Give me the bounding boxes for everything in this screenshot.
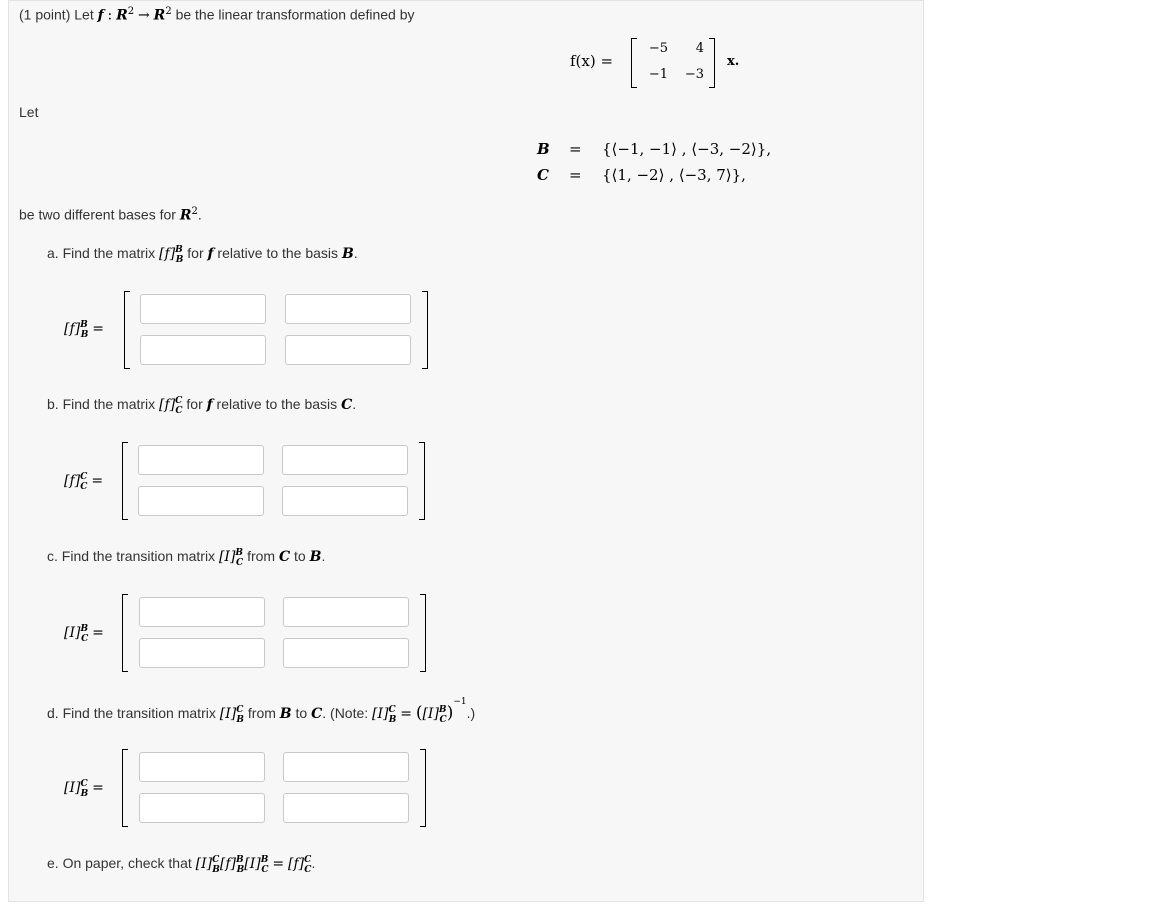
part-d-label-eq: =: [92, 780, 104, 796]
part-b-input-r1c1[interactable]: [138, 445, 264, 475]
intro-domain-exp: 2: [127, 6, 135, 17]
part-c-label-eq: =: [92, 625, 104, 641]
part-d-label-sup: C: [80, 779, 88, 790]
intro-line: [19, 6, 415, 24]
part-e-f1-sub: B: [236, 864, 245, 875]
part-d-from: B: [279, 706, 292, 722]
part-a-input-r2c2[interactable]: [285, 335, 411, 365]
part-a-symbol: [f]: [159, 246, 176, 262]
part-d-input-r1c1[interactable]: [139, 752, 265, 782]
part-a-label-eq: =: [92, 321, 104, 337]
intro-codomain-exp: 2: [165, 6, 172, 17]
part-d-to: C: [311, 706, 323, 722]
intro-rest: be the linear transformation defined by: [175, 6, 415, 23]
part-c-input-r2c1[interactable]: [139, 638, 265, 668]
intro-codomain: R: [153, 7, 166, 24]
part-e-I2-sub: C: [261, 864, 269, 875]
basis-C-name: C: [537, 166, 549, 184]
part-b-basis: C: [341, 397, 353, 413]
part-a-text: a. Find the matrix: [47, 245, 156, 261]
part-d-note-lhs-sub: B: [388, 714, 397, 725]
part-e-f1: [f]: [219, 856, 237, 872]
part-d-note-close: .): [466, 705, 476, 721]
part-c-bracket-left: [122, 594, 128, 672]
intro-domain: R: [116, 7, 128, 24]
definition-a22: −3: [684, 67, 704, 82]
part-a-question: [47, 245, 358, 265]
part-b-label: [64, 472, 103, 492]
part-b-input-r1c2[interactable]: [282, 445, 408, 475]
part-c-label: [64, 624, 104, 644]
part-c-bracket-right: [420, 594, 426, 672]
part-b-f: f: [206, 397, 213, 413]
definition-a12: 4: [695, 41, 704, 56]
part-d-symbol: [I]: [219, 706, 237, 722]
part-c-label-sub: C: [81, 633, 89, 644]
let-label: Let: [19, 104, 39, 120]
part-e-I1: [I]: [195, 856, 213, 872]
part-a-period: .: [353, 245, 358, 261]
part-b-bracket-left: [122, 442, 128, 520]
part-a-input-r1c2[interactable]: [285, 294, 411, 324]
part-d-label-symbol: [I]: [64, 780, 81, 796]
part-c-input-r1c1[interactable]: [139, 597, 265, 627]
part-d-to-text: to: [295, 705, 308, 721]
part-d-note-lhs: [I]: [372, 706, 389, 722]
part-c-label-symbol: [I]: [64, 625, 81, 641]
part-a-input-r2c1[interactable]: [140, 335, 266, 365]
part-d-from-text: from: [247, 705, 276, 721]
part-c-question: [47, 548, 325, 568]
part-d-note-paren-open: (: [415, 703, 423, 723]
part-d-note-paren-close: ): [446, 703, 454, 723]
basis-B-value: {⟨−1, −1⟩ , ⟨−3, −2⟩},: [602, 140, 772, 158]
part-c-label-sup: B: [80, 624, 89, 635]
part-d-label: [64, 779, 104, 799]
part-d-note-exp: −1: [453, 697, 467, 708]
definition-a11: −5: [648, 41, 668, 56]
part-a-label-sup: B: [80, 320, 88, 331]
definition-a21: −1: [648, 67, 668, 82]
part-c-from: C: [278, 549, 291, 565]
part-b-for: for: [186, 396, 203, 412]
part-e-period: .: [311, 855, 316, 871]
part-c-to: B: [309, 549, 322, 565]
part-e-f2-sup: C: [304, 855, 312, 866]
part-d-input-r2c2[interactable]: [283, 793, 409, 823]
intro-f: f: [97, 7, 104, 24]
part-b-sup: C: [175, 396, 183, 407]
part-d-note-eq: =: [400, 706, 412, 722]
part-c-from-text: from: [247, 548, 276, 564]
part-b-input-r2c2[interactable]: [282, 486, 408, 516]
part-c-text: c. Find the transition matrix: [47, 548, 216, 564]
bases-note-R: R: [179, 207, 192, 224]
part-e-I1-sub: B: [212, 864, 220, 875]
intro-colon: :: [107, 7, 113, 24]
basis-C-value: {⟨1, −2⟩ , ⟨−3, 7⟩},: [602, 166, 746, 184]
bases-note: [19, 206, 202, 224]
part-a-bracket-right: [422, 291, 428, 369]
part-d-sup: C: [236, 705, 244, 716]
part-c-sub: C: [236, 557, 244, 568]
basis-B-name: B: [537, 140, 550, 158]
part-d-note-lhs-sup: C: [388, 705, 396, 716]
part-c-symbol: [I]: [218, 549, 236, 565]
intro-text: (1 point) Let: [19, 6, 94, 23]
part-a-input-r1c1[interactable]: [140, 294, 266, 324]
part-a-sub: B: [175, 254, 184, 265]
part-b-input-r2c1[interactable]: [138, 486, 264, 516]
part-a-label-sub: B: [80, 329, 89, 340]
part-b-label-sub: C: [80, 481, 88, 492]
part-a-basis: B: [341, 246, 354, 262]
part-e-f2: [f]: [288, 856, 305, 872]
basis-B-eq: =: [569, 140, 582, 158]
part-b-relative: relative to the basis: [216, 396, 338, 412]
part-d-input-r1c2[interactable]: [283, 752, 409, 782]
part-a-sup: B: [175, 245, 183, 256]
part-c-input-r1c2[interactable]: [283, 597, 409, 627]
part-e-I1-sup: C: [212, 855, 220, 866]
part-d-bracket-right: [420, 749, 426, 827]
definition-bracket-left: [631, 38, 637, 88]
part-b-question: [47, 396, 356, 416]
part-e-text: e. On paper, check that: [47, 855, 192, 871]
part-d-input-r2c1[interactable]: [139, 793, 265, 823]
arrow-icon: →: [138, 7, 150, 24]
part-b-symbol: [f]: [159, 397, 176, 413]
part-e-f1-sup: B: [236, 855, 244, 866]
part-c-sup: B: [235, 548, 244, 559]
part-a-label-symbol: [f]: [64, 321, 81, 337]
part-d-bracket-left: [122, 749, 128, 827]
part-a-f: f: [207, 246, 214, 262]
part-b-bracket-right: [419, 442, 425, 520]
part-a-relative: relative to the basis: [217, 245, 339, 261]
bases-note-exp: 2: [191, 206, 198, 217]
part-d-label-sub: B: [80, 788, 89, 799]
part-d-text: d. Find the transition matrix: [47, 705, 216, 721]
part-d-question: [47, 697, 476, 725]
part-b-label-symbol: [f]: [64, 473, 81, 489]
definition-lhs: f(x) =: [570, 52, 614, 70]
part-a-label: [64, 320, 104, 340]
part-d-note-rhs-sup: B: [438, 705, 447, 716]
part-c-period: .: [321, 548, 326, 564]
part-b-sub: C: [175, 405, 183, 416]
part-c-input-r2c2[interactable]: [283, 638, 409, 668]
part-b-period: .: [352, 396, 357, 412]
part-b-label-sup: C: [80, 472, 88, 483]
part-e-I2: [I]: [244, 856, 261, 872]
part-e-f2-sub: C: [304, 864, 312, 875]
basis-C-eq: =: [569, 166, 582, 184]
bases-note-text: be two different bases for: [19, 206, 176, 223]
part-b-text: b. Find the matrix: [47, 396, 156, 412]
part-a-bracket-left: [124, 291, 130, 369]
part-d-note-open: . (Note:: [322, 705, 369, 721]
part-d-note-rhs: [I]: [422, 706, 439, 722]
part-d-sub: B: [236, 714, 244, 725]
part-c-to-text: to: [294, 548, 306, 564]
part-e-eq: =: [272, 856, 285, 872]
definition-rhs: x.: [727, 54, 740, 69]
part-d-note-rhs-sub: C: [439, 714, 447, 725]
part-b-label-eq: =: [91, 473, 104, 489]
part-e-question: [47, 855, 315, 875]
bases-note-period: .: [197, 206, 202, 223]
part-e-I2-sup: B: [260, 855, 269, 866]
definition-bracket-right: [709, 38, 715, 88]
part-a-for: for: [187, 245, 204, 261]
